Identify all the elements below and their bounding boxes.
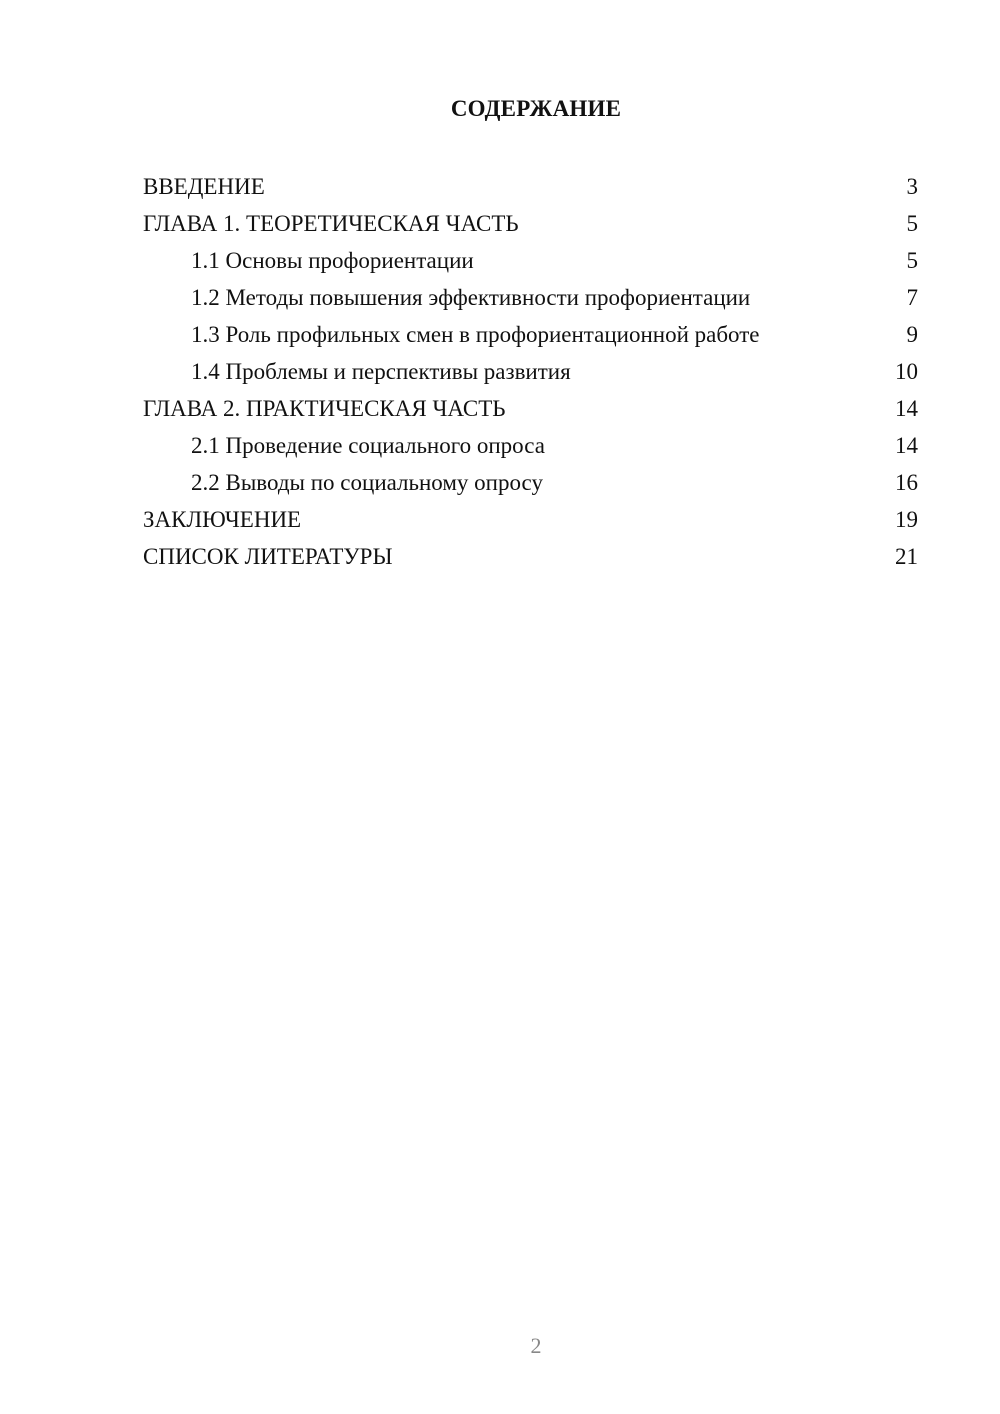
toc-entry-section-2-2[interactable] — [143, 464, 918, 501]
toc-entry-text: ЗАКЛЮЧЕНИЕ — [143, 507, 302, 532]
toc-entry-section-1-2[interactable] — [143, 279, 918, 316]
table-of-contents — [143, 168, 918, 575]
toc-entry-page: 9 — [906, 322, 918, 347]
toc-entry-introduction[interactable] — [143, 168, 918, 205]
toc-entry-text: 1.2 Методы повышения эффективности профориентации — [191, 285, 751, 310]
toc-entry-text: 2.2 Выводы по социальному опросу — [191, 470, 543, 495]
toc-entry-section-2-1[interactable] — [143, 427, 918, 464]
toc-entry-text: ГЛАВА 1. ТЕОРЕТИЧЕСКАЯ ЧАСТЬ — [143, 211, 519, 236]
toc-entry-page: 5 — [906, 248, 918, 273]
toc-entry-conclusion[interactable] — [143, 501, 918, 538]
toc-entry-text: 2.1 Проведение социального опроса — [191, 433, 545, 458]
toc-entry-text: ГЛАВА 2. ПРАКТИЧЕСКАЯ ЧАСТЬ — [143, 396, 506, 421]
toc-entry-page: 10 — [895, 359, 918, 384]
toc-entry-text: 1.3 Роль профильных смен в профориентационной работе — [191, 322, 760, 347]
toc-entry-text: 1.1 Основы профориентации — [191, 248, 474, 273]
toc-entry-page: 5 — [906, 211, 918, 236]
toc-entry-page: 14 — [895, 433, 918, 458]
toc-entry-page: 21 — [895, 544, 918, 569]
toc-entry-chapter-1[interactable] — [143, 205, 918, 242]
toc-entry-page: 19 — [895, 507, 918, 532]
toc-entry-text: СПИСОК ЛИТЕРАТУРЫ — [143, 544, 393, 569]
toc-entry-page: 7 — [906, 285, 918, 310]
toc-entry-text: 1.4 Проблемы и перспективы развития — [191, 359, 571, 384]
toc-entry-page: 3 — [906, 174, 918, 199]
toc-entry-section-1-4[interactable] — [143, 353, 918, 390]
toc-entry-section-1-3[interactable] — [143, 316, 918, 353]
page-number: 2 — [530, 1333, 542, 1358]
toc-entry-page: 14 — [895, 396, 918, 421]
toc-entry-chapter-2[interactable] — [143, 390, 918, 427]
toc-entry-section-1-1[interactable] — [143, 242, 918, 279]
toc-entry-page: 16 — [895, 470, 918, 495]
toc-entry-bibliography[interactable] — [143, 538, 918, 575]
page-title: СОДЕРЖАНИЕ — [450, 96, 622, 121]
toc-entry-text: ВВЕДЕНИЕ — [143, 174, 265, 199]
